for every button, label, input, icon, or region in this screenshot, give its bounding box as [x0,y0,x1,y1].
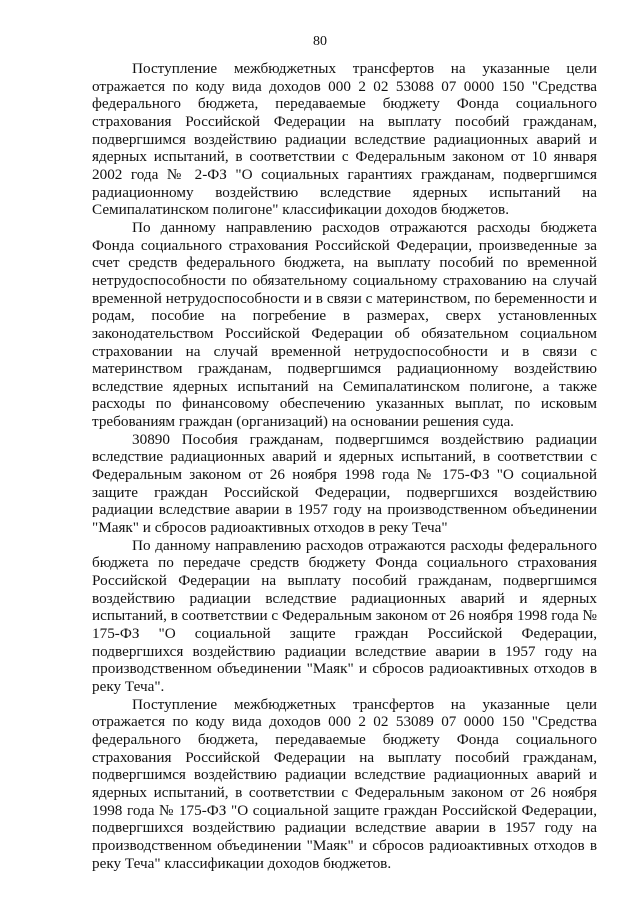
paragraph-expenditure-description-semipalatinsk: По данному направлению расходов отражаются расходы бюджета Фонда социального страхования Российской Федерации, произведенные за счет средств федерального бюджета, на выплату пособий по временной нетрудоспособности по обязательному социальному страхованию на случай временной нетрудоспособности и в связи с материнством, по беременности и родам, пособие на погребение в размерах, сверх установленных законодательством Российской Федерации об обязательном социальном страховании на случай временной нетрудоспособности и в связи с материнством гражданам, подвергшимся радиационному воздействию вследствие ядерных испытаний на Семипалатинском полигоне, а также расходы по финансовому обеспечению указанных выплат, по исковым требованиям граждан (организаций) на основании решения суда. [92,218,597,431]
document-body [92,60,597,872]
paragraph-code-30890-heading: 30890 Пособия гражданам, подвергшимся воздействию радиации вследствие радиационных аварий и ядерных испытаний, в соответствии с Федеральным законом от 26 ноября 1998 года № 175-ФЗ "О социальной защите граждан Российской Федерации, подвергшихся воздействию радиации вследствие аварии в 1957 году на производственном объединении "Маяк" и сбросов радиоактивных отходов в реку Теча" [92,430,597,537]
paragraph-transfer-income-code-53089: Поступление межбюджетных трансфертов на указанные цели отражается по коду вида доходов 000 2 02 53089 07 0000 150 "Средства федерального бюджета, передаваемые бюджету Фонда социального страхования Российской Федерации на выплату пособий гражданам, подвергшимся воздействию радиации вследствие радиационных аварий и ядерных испытаний, в соответствии с Федеральным законом от 26 ноября 1998 года № 175-ФЗ "О социальной защите граждан Российской Федерации, подвергшихся воздействию радиации вследствие аварии в 1957 году на производственном объединении "Маяк" и сбросов радиоактивных отходов в реку Теча" классификации доходов бюджетов. [92,695,597,872]
paragraph-expenditure-description-mayak: По данному направлению расходов отражаются расходы федерального бюджета по передаче средств бюджету Фонда социального страхования Российской Федерации на выплату пособий гражданам, подвергшимся воздействию радиации вследствие радиационных аварий и ядерных испытаний, в соответствии с Федеральным законом от 26 ноября 1998 года № 175-ФЗ "О социальной защите граждан Российской Федерации, подвергшихся воздействию радиации вследствие аварии в 1957 году на производственном объединении "Маяк" и сбросов радиоактивных отходов в реку Теча". [92,536,597,695]
page-number: 80 [313,34,327,49]
paragraph-transfer-income-code-53088: Поступление межбюджетных трансфертов на указанные цели отражается по коду вида доходов 000 2 02 53088 07 0000 150 "Средства федерального бюджета, передаваемые бюджету Фонда социального страхования Российской Федерации на выплату пособий гражданам, подвергшимся воздействию радиации вследствие радиационных аварий и ядерных испытаний, в соответствии с Федеральным законом от 10 января 2002 года № 2-ФЗ "О социальных гарантиях гражданам, подвергшимся радиационному воздействию вследствие ядерных испытаний на Семипалатинском полигоне" классификации доходов бюджетов. [92,60,597,219]
